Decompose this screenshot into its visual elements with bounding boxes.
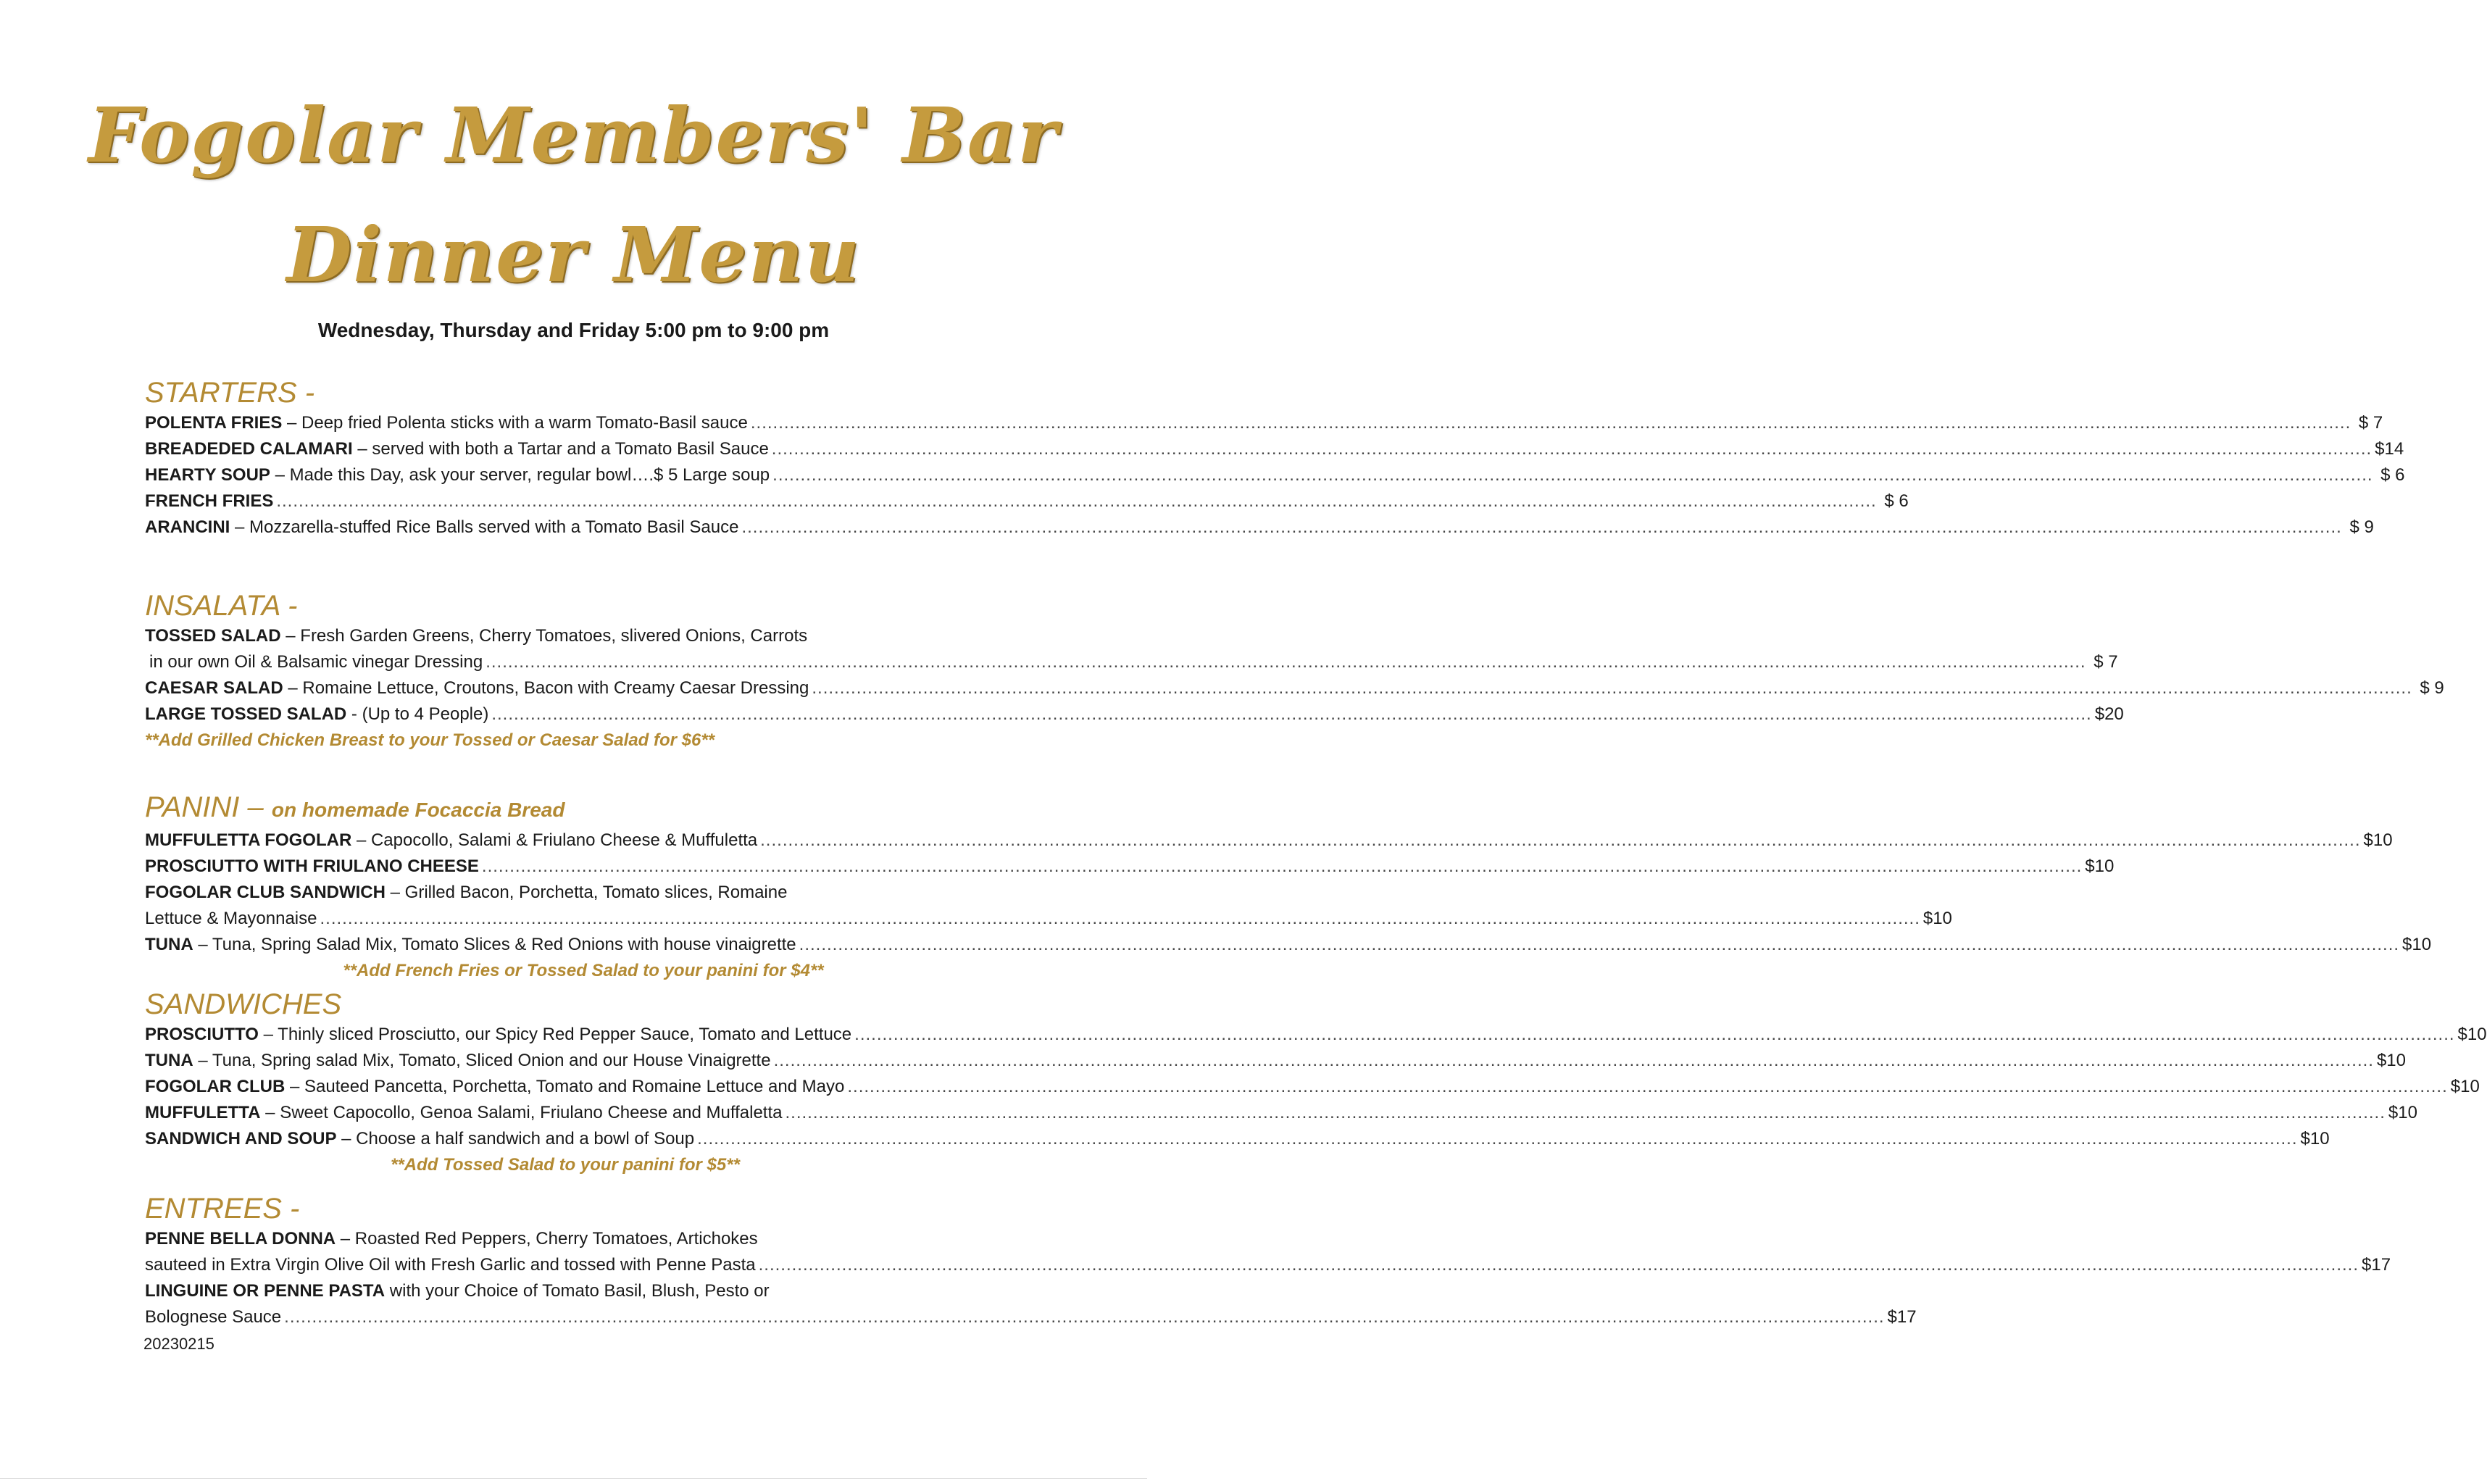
item-desc: – Deep fried Polenta sticks with a warm Tomato-Basil sauce [282, 413, 748, 433]
panini-subheading: on homemade Focaccia Bread [271, 799, 565, 821]
dot-leader [276, 488, 1876, 514]
item-name: CAESAR SALAD [145, 678, 283, 698]
item-price: $ 9 [2349, 517, 2374, 537]
menu-item-line2 [145, 1304, 1917, 1330]
item-desc: sauteed in Extra Virgin Olive Oil with Fresh Garlic and tossed with Penne Pasta [145, 1255, 756, 1275]
panini-note: **Add French Fries or Tossed Salad to your panini for $4** [343, 961, 824, 980]
dot-leader [697, 1126, 2297, 1152]
menu-title-line2: Dinner Menu [286, 210, 861, 299]
item-price: $10 [2450, 1077, 2480, 1096]
item-price: $20 [2094, 704, 2124, 724]
item-price: $10 [2376, 1051, 2406, 1070]
item-desc: – Mozzarella-stuffed Rice Balls served with a Tomato Basil Sauce [230, 517, 739, 537]
section-starters [145, 375, 2405, 541]
menu-title-line1: Fogolar Members' Bar [88, 91, 1059, 180]
item-desc: – Thinly sliced Prosciutto, our Spicy Red Pepper Sauce, Tomato and Lettuce [258, 1025, 852, 1044]
item-name: TUNA [145, 935, 193, 954]
item-desc: – Fresh Garden Greens, Cherry Tomatoes, slivered Onions, Carrots [280, 626, 808, 646]
item-name: PROSCIUTTO WITH FRIULANO CHEESE [145, 856, 479, 876]
item-price: $ 7 [2094, 652, 2118, 672]
dot-leader [760, 828, 2360, 854]
item-price: $17 [2362, 1255, 2391, 1275]
menu-item-line2 [145, 649, 2118, 675]
dot-leader [751, 410, 2351, 436]
item-name: PENNE BELLA DONNA [145, 1229, 336, 1249]
item-name: BREADEDED CALAMARI [145, 439, 353, 459]
menu-item [145, 1022, 2487, 1048]
dot-leader [741, 514, 2341, 541]
item-name: ARANCINI [145, 517, 230, 537]
item-price: $ 6 [2380, 465, 2405, 485]
menu-item-line1 [145, 1226, 1022, 1252]
item-price: $10 [2300, 1129, 2330, 1149]
item-desc: – Capocollo, Salami & Friulano Cheese & Muffuletta [351, 830, 758, 850]
item-name: LINGUINE OR PENNE PASTA [145, 1281, 386, 1301]
dot-leader [854, 1022, 2454, 1048]
section-sandwiches [145, 987, 2487, 1178]
sandwiches-note: **Add Tossed Salad to your panini for $5** [391, 1155, 740, 1175]
service-hours: Wednesday, Thursday and Friday 5:00 pm to 9:00 pm [317, 319, 830, 341]
menu-item [145, 488, 1909, 514]
menu-item [145, 1074, 2480, 1100]
item-name: POLENTA FRIES [145, 413, 283, 433]
section-entrees [145, 1191, 2391, 1330]
menu-item [145, 932, 2432, 958]
menu-item-line1 [145, 1278, 1022, 1304]
item-name: TOSSED SALAD [145, 626, 281, 646]
item-price: $10 [1922, 909, 1952, 928]
item-name: MUFFULETTA [145, 1103, 261, 1122]
menu-item-line1 [145, 880, 1022, 906]
item-desc: – Choose a half sandwich and a bowl of Soup [336, 1129, 695, 1149]
item-price: $10 [2363, 830, 2393, 850]
dot-leader [812, 675, 2412, 701]
dot-leader [772, 436, 2372, 462]
section-insalata [145, 588, 2444, 754]
item-price: $10 [2402, 935, 2432, 954]
item-price: $10 [2085, 856, 2115, 876]
item-name: LARGE TOSSED SALAD [145, 704, 347, 724]
menu-item [145, 828, 2393, 854]
item-desc: – Tuna, Spring Salad Mix, Tomato Slices & Red Onions with house vinaigrette [193, 935, 796, 954]
item-price: $ 9 [2420, 678, 2444, 698]
dot-leader [759, 1252, 2359, 1278]
item-name: SANDWICH AND SOUP [145, 1129, 337, 1149]
item-price: $10 [2457, 1025, 2487, 1044]
item-desc: – Romaine Lettuce, Croutons, Bacon with Creamy Caesar Dressing [283, 678, 809, 698]
item-name: HEARTY SOUP [145, 465, 270, 485]
menu-item [145, 854, 2115, 880]
section-heading-starters: STARTERS - [145, 377, 315, 409]
item-desc: – Sweet Capocollo, Genoa Salami, Friulano Cheese and Muffaletta [260, 1103, 783, 1122]
menu-item [145, 462, 2405, 488]
menu-item [145, 1126, 2330, 1152]
item-name: TUNA [145, 1051, 193, 1070]
dot-leader [486, 649, 2086, 675]
item-desc: - (Up to 4 People) [346, 704, 489, 724]
menu-item-line2 [145, 906, 1952, 932]
item-name: MUFFULETTA FOGOLAR [145, 830, 352, 850]
dot-leader [284, 1304, 1884, 1330]
document-code: 20230215 [143, 1335, 214, 1353]
dot-leader [320, 906, 1920, 932]
dot-leader [847, 1074, 2447, 1100]
item-desc: – Grilled Bacon, Porchetta, Tomato slices, Romaine [385, 883, 788, 902]
section-heading-panini [145, 790, 1022, 828]
menu-item [145, 675, 2444, 701]
section-heading-entrees: ENTREES - [145, 1193, 300, 1225]
panini-heading-text: PANINI – [145, 791, 272, 823]
menu-item [145, 701, 2124, 728]
item-name: PROSCIUTTO [145, 1025, 259, 1044]
item-desc: Lettuce & Mayonnaise [145, 909, 317, 928]
item-desc: – Made this Day, ask your server, regular bowl….$ 5 Large soup [270, 465, 770, 485]
item-desc: in our own Oil & Balsamic vinegar Dressing [149, 652, 483, 672]
menu-item [145, 410, 2383, 436]
dot-leader [774, 1048, 2374, 1074]
item-name: FOGOLAR CLUB SANDWICH [145, 883, 386, 902]
dot-leader [799, 932, 2399, 958]
menu-item [145, 514, 2374, 541]
item-name: FRENCH FRIES [145, 491, 274, 511]
dot-leader [772, 462, 2373, 488]
bottom-divider [0, 1478, 1147, 1479]
menu-item-line1 [145, 623, 1022, 649]
item-price: $10 [2388, 1103, 2417, 1122]
dot-leader [482, 854, 2082, 880]
item-desc: – Sauteed Pancetta, Porchetta, Tomato and Romaine Lettuce and Mayo [285, 1077, 845, 1096]
menu-item-line2 [145, 1252, 2391, 1278]
item-desc: – Tuna, Spring salad Mix, Tomato, Sliced Onion and our House Vinaigrette [193, 1051, 771, 1070]
section-heading-sandwiches: SANDWICHES [145, 988, 342, 1020]
item-name: FOGOLAR CLUB [145, 1077, 286, 1096]
item-price: $17 [1887, 1307, 1917, 1327]
item-price: $14 [2375, 439, 2404, 459]
menu-item [145, 436, 2404, 462]
item-desc: – served with both a Tartar and a Tomato Basil Sauce [352, 439, 769, 459]
dot-leader [786, 1100, 2386, 1126]
item-price: $ 6 [1884, 491, 1909, 511]
section-panini [145, 790, 2432, 984]
item-desc: – Roasted Red Peppers, Cherry Tomatoes, Artichokes [336, 1229, 758, 1249]
item-desc: with your Choice of Tomato Basil, Blush, Pesto or [385, 1281, 770, 1301]
section-heading-insalata: INSALATA - [145, 590, 298, 622]
menu-item [145, 1048, 2406, 1074]
dot-leader [491, 701, 2091, 728]
item-desc: Bolognese Sauce [145, 1307, 282, 1327]
menu-item [145, 1100, 2417, 1126]
item-price: $ 7 [2358, 413, 2383, 433]
insalata-note: **Add Grilled Chicken Breast to your Tossed or Caesar Salad for $6** [145, 730, 715, 750]
